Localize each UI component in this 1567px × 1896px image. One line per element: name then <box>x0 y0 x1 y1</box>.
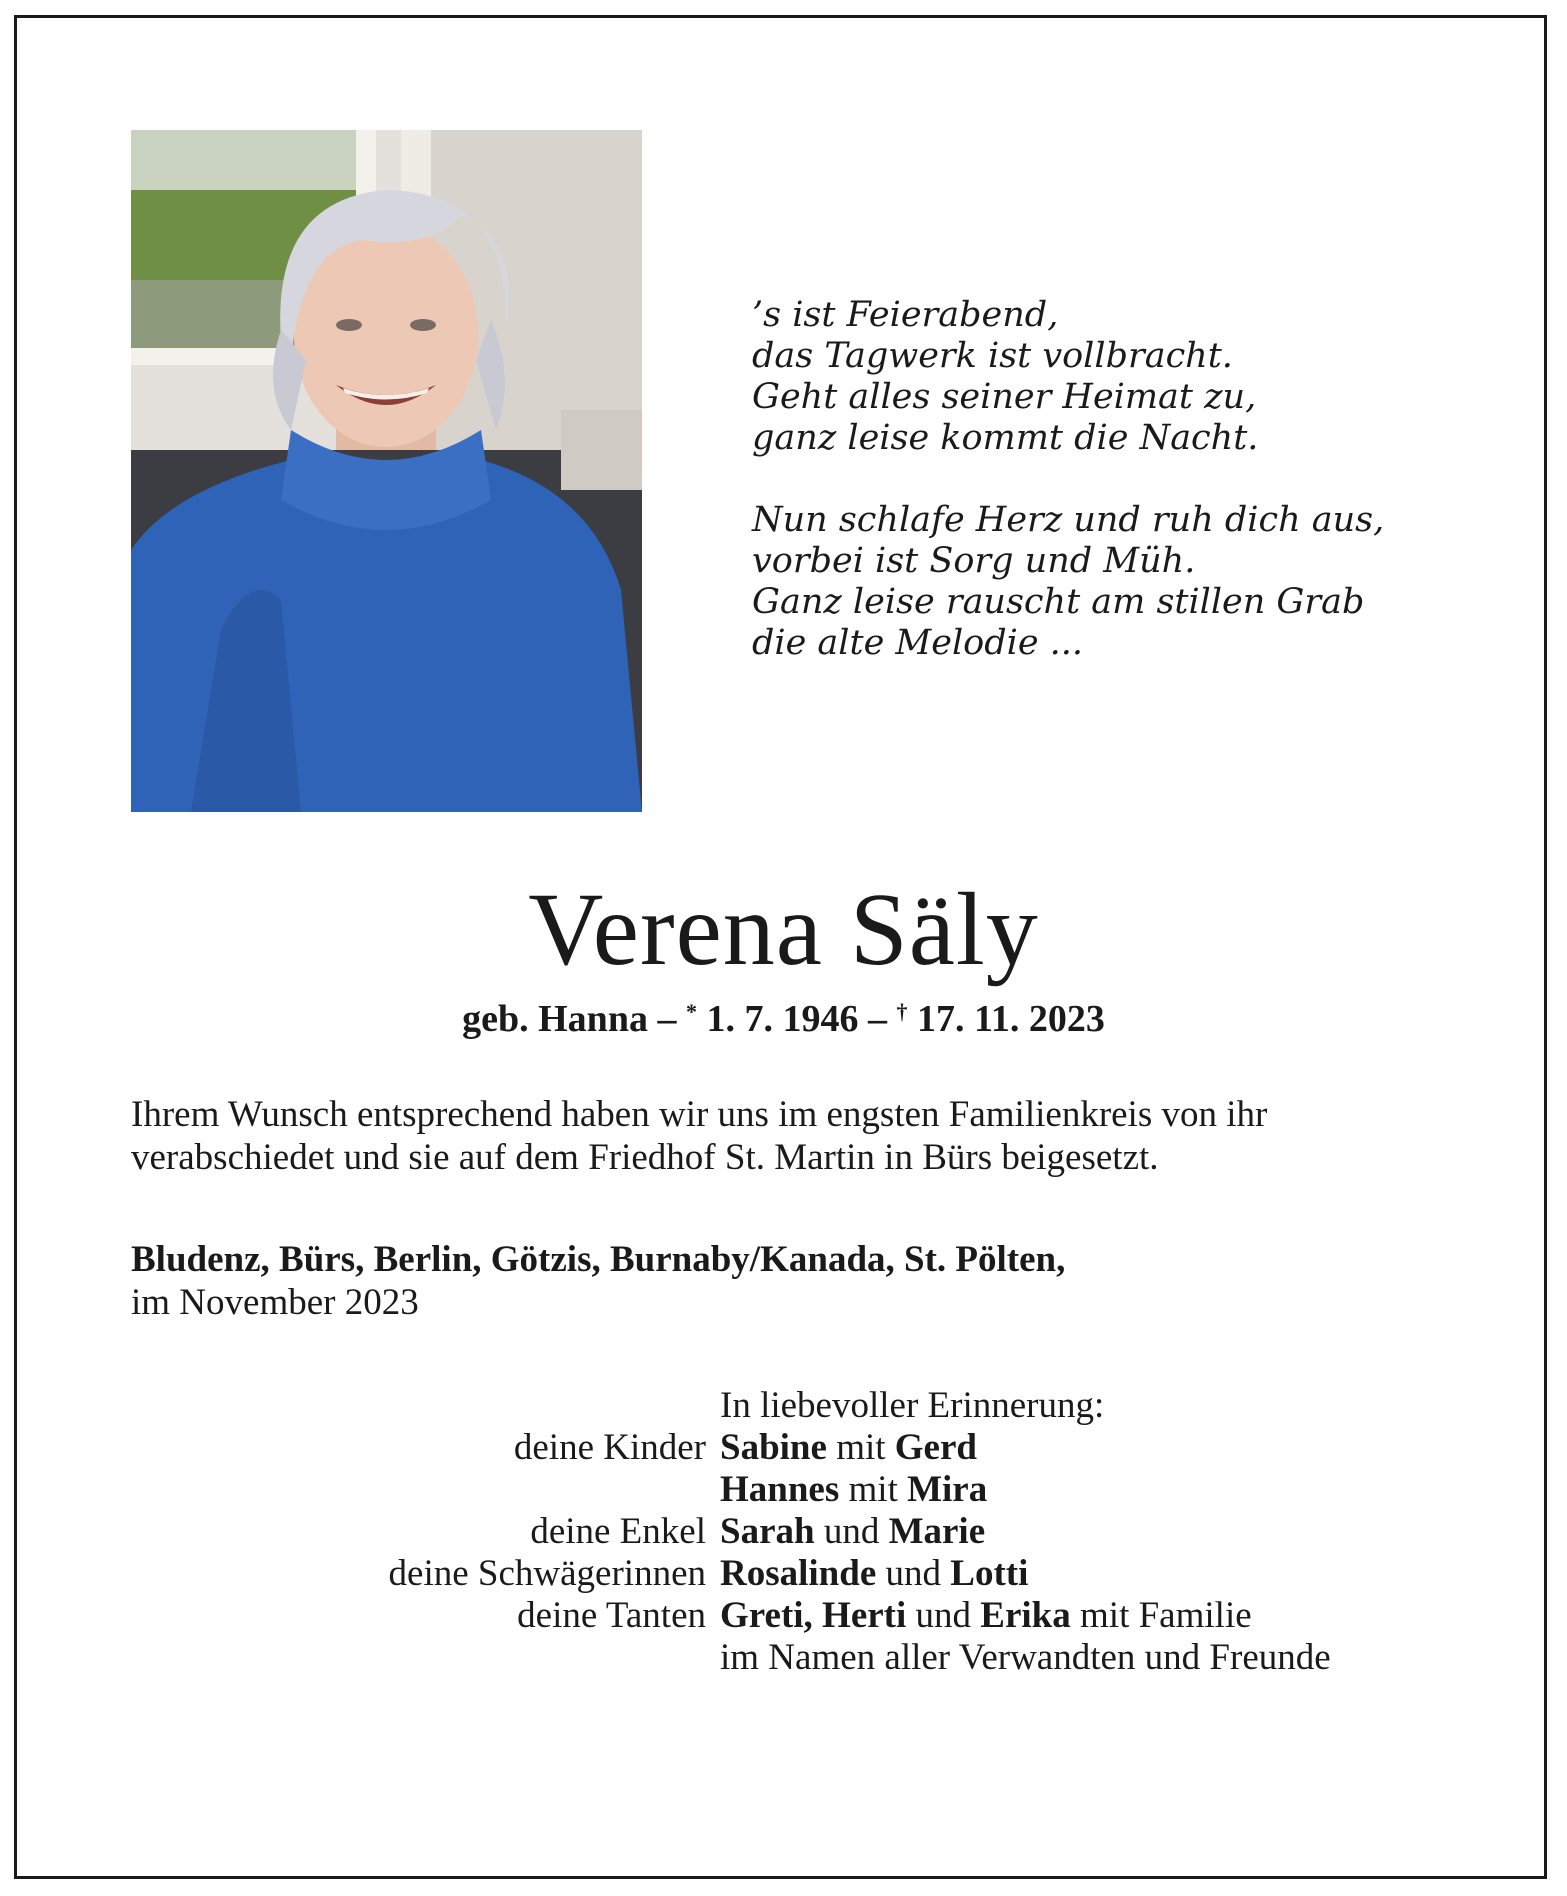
signature-label <box>131 1637 720 1679</box>
signature-label: deine Kinder <box>513 1427 706 1468</box>
deceased-name: Verena Säly <box>528 872 1039 987</box>
places-date: im November 2023 <box>131 1282 419 1323</box>
mourner-name: Hannes <box>720 1469 840 1510</box>
connector-text: mit Familie <box>1070 1595 1252 1636</box>
connector-text: mit <box>839 1469 908 1510</box>
signature-label: deine Schwägerinnen <box>388 1553 706 1594</box>
signature-label: deine Enkel <box>530 1511 706 1552</box>
birth-death-dates <box>0 987 1567 1044</box>
poem-line: Nun schlafe Herz und ruh dich aus, <box>752 500 1385 540</box>
birth-date: 1. 7. 1946 – <box>696 998 897 1040</box>
mourner-name: Mira <box>907 1469 988 1510</box>
signature-row <box>131 1511 1461 1553</box>
mourner-name: Greti, Herti <box>720 1595 907 1636</box>
mourner-name: Lotti <box>950 1553 1029 1594</box>
mourner-name: Gerd <box>894 1427 977 1468</box>
signature-names <box>720 1469 987 1511</box>
mourner-name: Sarah <box>720 1511 815 1552</box>
announcement-text <box>131 1093 1461 1179</box>
maiden-name: geb. Hanna – <box>462 998 686 1040</box>
signatures <box>131 1385 1461 1679</box>
signature-names <box>720 1553 1028 1595</box>
places-list: Bludenz, Bürs, Berlin, Götzis, Burnaby/Kanada, St. Pölten, <box>131 1239 1066 1280</box>
connector-text: und <box>876 1553 951 1594</box>
signature-names <box>720 1427 977 1469</box>
mourner-name: Erika <box>980 1595 1071 1636</box>
portrait-photo <box>131 130 642 812</box>
signature-names <box>720 1595 1252 1637</box>
signature-label <box>131 1469 720 1511</box>
mourner-name: Sabine <box>720 1427 827 1468</box>
poem-line: ganz leise kommt die Nacht. <box>752 418 1259 458</box>
birth-symbol: * <box>685 999 697 1024</box>
poem-line: ’s ist Feierabend, <box>752 295 1059 335</box>
portrait-illustration <box>131 130 642 812</box>
poem-line: Geht alles seiner Heimat zu, <box>752 377 1257 417</box>
announcement-line: verabschiedet und sie auf dem Friedhof St. Martin in Bürs beigesetzt. <box>131 1137 1159 1178</box>
poem-line: vorbei ist Sorg und Müh. <box>752 541 1196 581</box>
signature-label: deine Tanten <box>517 1595 706 1636</box>
poem-stanza <box>752 500 1452 664</box>
mourner-name: Rosalinde <box>720 1553 877 1594</box>
death-symbol: † <box>896 999 908 1024</box>
signature-row <box>131 1385 1461 1427</box>
mourner-name: Marie <box>888 1511 986 1552</box>
connector-text: und <box>906 1595 981 1636</box>
poem-stanza <box>752 295 1452 459</box>
signature-row <box>131 1469 1461 1511</box>
poem-line: Ganz leise rauscht am stillen Grab <box>752 582 1365 622</box>
signature-label <box>131 1385 720 1427</box>
signature-row <box>131 1595 1461 1637</box>
signature-row <box>131 1427 1461 1469</box>
poem-line: die alte Melodie ... <box>752 623 1084 663</box>
signature-row <box>131 1553 1461 1595</box>
connector-text: und <box>814 1511 889 1552</box>
places-block <box>131 1238 1461 1324</box>
death-date: 17. 11. 2023 <box>907 998 1105 1040</box>
signature-heading: In liebevoller Erinnerung: <box>720 1385 1105 1426</box>
signature-names <box>720 1511 985 1553</box>
signature-closing: im Namen aller Verwandten und Freunde <box>720 1637 1331 1678</box>
poem <box>752 295 1452 705</box>
poem-line: das Tagwerk ist vollbracht. <box>752 336 1233 376</box>
signature-row <box>131 1637 1461 1679</box>
connector-text: mit <box>826 1427 895 1468</box>
announcement-line: Ihrem Wunsch entsprechend haben wir uns im engsten Familienkreis von ihr <box>131 1094 1268 1135</box>
